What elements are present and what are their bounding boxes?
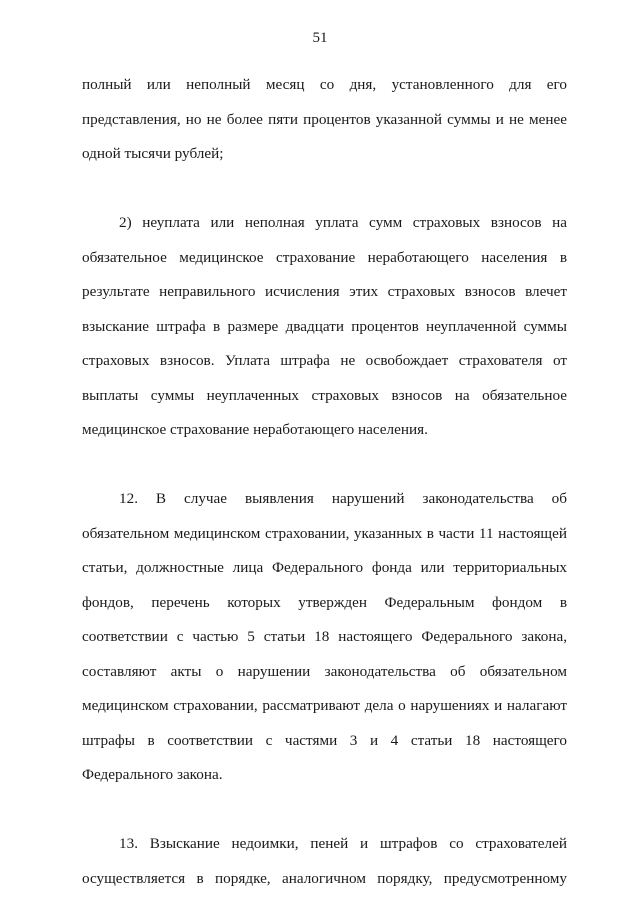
text-line: обязательное медицинское страхование неработающего населения в xyxy=(82,248,567,266)
text-line: 12. В случае выявления нарушений законодательства об xyxy=(119,490,567,507)
paragraph-item-2 xyxy=(82,206,567,448)
page-number: 51 xyxy=(312,30,328,46)
document-body xyxy=(82,68,567,896)
text-line: медицинском страховании, рассматривают дела о нарушениях и налагают xyxy=(82,697,567,714)
text-line: Федерального закона. xyxy=(82,766,223,783)
text-line: страховых взносов. Уплата штрафа не освобождает страхователя от xyxy=(82,352,567,369)
text-line: медицинское страхование неработающего населения. xyxy=(82,421,428,438)
text-line: фондов, перечень которых утвержден Федеральным фондом в xyxy=(82,593,567,611)
paragraph-continuation xyxy=(82,68,567,172)
paragraph-item-13 xyxy=(82,827,567,896)
paragraph-gap xyxy=(82,172,567,207)
text-line: осуществляется в порядке, аналогичном порядку, предусмотренному xyxy=(82,869,567,887)
text-line: представления, но не более пяти процентов указанной суммы и не менее xyxy=(82,110,567,128)
text-line: 13. Взыскание недоимки, пеней и штрафов со страхователей xyxy=(119,835,567,852)
text-line: штрафы в соответствии с частями 3 и 4 статьи 18 настоящего xyxy=(82,731,567,749)
text-line: выплаты суммы неуплаченных страховых взносов на обязательное xyxy=(82,386,567,404)
text-line: составляют акты о нарушении законодательства об обязательном xyxy=(82,662,567,680)
text-line: 2) неуплата или неполная уплата сумм страховых взносов на xyxy=(119,214,567,231)
paragraph-gap xyxy=(82,793,567,828)
text-line: взыскание штрафа в размере двадцати процентов неуплаченной суммы xyxy=(82,317,567,335)
text-line: статьи, должностные лица Федерального фонда или территориальных xyxy=(82,559,567,576)
text-line: обязательном медицинском страховании, указанных в части 11 настоящей xyxy=(82,524,567,542)
paragraph-gap xyxy=(82,448,567,483)
paragraph-item-12 xyxy=(82,482,567,793)
text-line: соответствии с частью 5 статьи 18 настоящего Федерального закона, xyxy=(82,628,567,645)
text-line: результате неправильного исчисления этих страховых взносов влечет xyxy=(82,283,567,300)
text-line: полный или неполный месяц со дня, установленного для его xyxy=(82,76,567,93)
text-line: одной тысячи рублей; xyxy=(82,145,224,162)
